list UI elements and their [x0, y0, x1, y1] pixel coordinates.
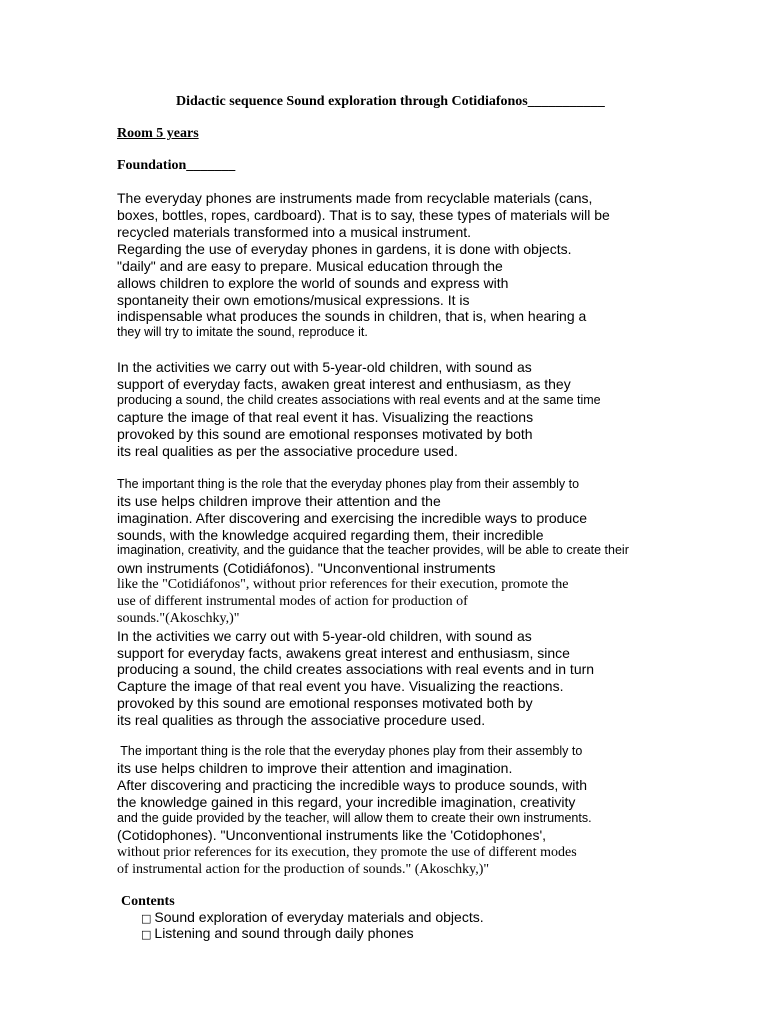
text-line: producing a sound, the child creates associations with real events and at the same time	[117, 393, 601, 407]
document-title: Didactic sequence Sound exploration through Cotidiafonos___________	[176, 94, 605, 109]
text-line: The important thing is the role that the everyday phones play from their assembly to	[117, 477, 580, 491]
text-line: capture the image of that real event it has. Visualizing the reactions	[117, 409, 534, 425]
text-line: The important thing is the role that the everyday phones play from their assembly to	[117, 744, 583, 758]
list-item-label: Listening and sound through daily phones	[154, 925, 414, 941]
text-line: without prior references for its execution, they promote the use of different modes	[117, 845, 577, 860]
room-heading: Room 5 years	[117, 126, 199, 141]
text-line: After discovering and practicing the incredible ways to produce sounds, with	[117, 777, 588, 793]
list-item-label: Sound exploration of everyday materials and objects.	[154, 909, 484, 925]
bullet-box-icon: □	[141, 928, 152, 941]
text-line: own instruments (Cotidiáfonos). "Unconventional instruments	[117, 560, 496, 576]
text-line: its real qualities as per the associative procedure used.	[117, 443, 458, 459]
text-line: its real qualities as through the associative procedure used.	[117, 712, 486, 728]
text-line: and the guide provided by the teacher, will allow them to create their own instruments.	[117, 811, 592, 825]
text-line: Regarding the use of everyday phones in gardens, it is done with objects.	[117, 241, 572, 257]
text-line: its use helps children to improve their attention and imagination.	[117, 760, 513, 776]
bullet-box-icon: □	[141, 912, 152, 925]
list-item	[141, 926, 414, 940]
foundation-heading: Foundation_______	[117, 158, 236, 173]
text-line: provoked by this sound are emotional responses motivated by both	[117, 426, 533, 442]
text-line: support for everyday facts, awakens great interest and enthusiasm, since	[117, 645, 570, 661]
text-line: The everyday phones are instruments made from recyclable materials (cans,	[117, 190, 593, 206]
text-line: imagination. After discovering and exercising the incredible ways to produce	[117, 510, 588, 526]
text-line: its use helps children improve their attention and the	[117, 493, 441, 509]
text-line: In the activities we carry out with 5-year-old children, with sound as	[117, 359, 532, 375]
text-line: sounds, with the knowledge acquired regarding them, their incredible	[117, 527, 544, 543]
list-item	[141, 910, 484, 924]
contents-heading: Contents	[121, 894, 175, 909]
text-line: they will try to imitate the sound, reproduce it.	[117, 325, 368, 339]
text-line: Capture the image of that real event you have. Visualizing the reactions.	[117, 678, 564, 694]
text-line: provoked by this sound are emotional responses motivated both by	[117, 695, 533, 711]
text-line: sounds."(Akoschky,)"	[117, 611, 240, 626]
text-line: recycled materials transformed into a musical instrument.	[117, 224, 472, 240]
text-line: spontaneity their own emotions/musical expressions. It is	[117, 292, 470, 308]
text-line: indispensable what produces the sounds in children, that is, when hearing a	[117, 308, 587, 324]
text-line: imagination, creativity, and the guidance that the teacher provides, will be able to create their	[117, 543, 629, 557]
text-line: "daily" and are easy to prepare. Musical education through the	[117, 258, 503, 274]
text-line: In the activities we carry out with 5-year-old children, with sound as	[117, 628, 532, 644]
text-line: use of different instrumental modes of action for production of	[117, 594, 468, 609]
text-line: like the "Cotidiáfonos", without prior references for their execution, promote the	[117, 577, 569, 592]
text-line: the knowledge gained in this regard, your incredible imagination, creativity	[117, 794, 576, 810]
text-line: producing a sound, the child creates associations with real events and in turn	[117, 661, 595, 677]
text-line: boxes, bottles, ropes, cardboard). That is to say, these types of materials will be	[117, 207, 610, 223]
text-line: of instrumental action for the production of sounds." (Akoschky,)"	[117, 862, 490, 877]
text-line: allows children to explore the world of sounds and express with	[117, 275, 509, 291]
text-line: support of everyday facts, awaken great interest and enthusiasm, as they	[117, 376, 571, 392]
text-line: (Cotidophones). "Unconventional instruments like the 'Cotidophones',	[117, 827, 547, 843]
